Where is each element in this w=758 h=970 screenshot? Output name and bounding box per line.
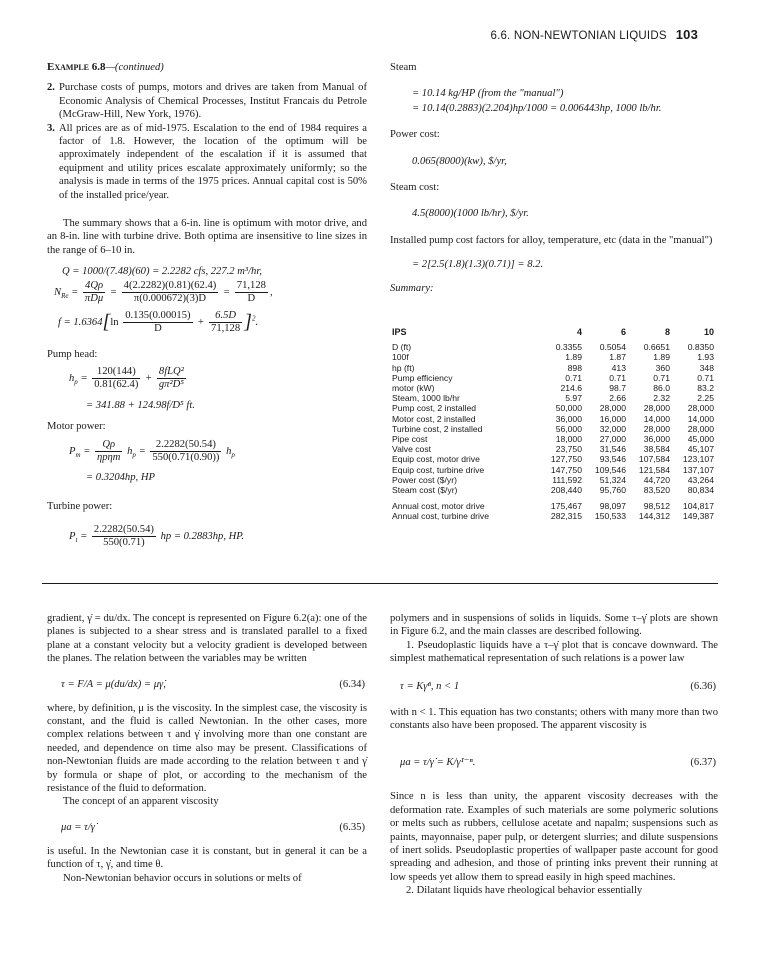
table-cell: 95,760: [599, 485, 626, 496]
row-label: Pipe cost: [392, 434, 428, 445]
table-cell: 0.8350: [687, 342, 714, 353]
table-cell: 98.7: [609, 383, 626, 394]
turbine-power-label: Turbine power:: [47, 501, 113, 512]
row-label: Steam cost ($/yr): [392, 485, 458, 496]
table-cell: 98,512: [643, 501, 670, 512]
equation: τ = Kγ̇ⁿ, n < 1: [400, 680, 460, 692]
table-cell: 0.71: [609, 372, 626, 383]
row-label: Equip cost, motor drive: [392, 454, 480, 465]
table-cell: 2.66: [609, 393, 626, 404]
eq-friction-factor: f = 1.6364[ln $\frac{0.135(0.00015)}{D}$ + $\frac{6.5D}{71,128}$ ]$^2$.: [58, 310, 259, 334]
table-cell: 38,584: [643, 444, 670, 455]
table-cell: 98,097: [599, 501, 626, 512]
equation-6-35: [47, 809, 367, 845]
paragraph: polymers and in suspensions of solids in liquids. Some τ–γ̇ plots are shown in Figure 6.2, and the main classes are described following.: [390, 613, 718, 638]
table-cell: 28,000: [687, 423, 714, 434]
row-label: 100f: [392, 352, 409, 363]
eq-pump-head: $h_p$ = $\frac{120(144)}{0.81(62.4)}$ + $\frac{\text{8fLQ²}}{\text{gπ²D⁵}}$: [69, 366, 184, 390]
paragraph: where, by definition, μ is the viscosity. In the simplest case, the viscosity is constant, and the fluid is called Newtonian. In the other cases, more complex relations between τ and γ̇ involving more than one constant are needed, and dependence on time also may be present. Classifications of non-Newtonian fluids are made according to the relation between τ and γ̇ by formula or shape of plot, or according to the mechanism of the resistance of the fluid to deformation.: [47, 702, 367, 795]
table-row: [392, 475, 714, 485]
table-cell: 32,000: [599, 423, 626, 434]
table-cell: 23,750: [555, 444, 582, 455]
table-cell: 50,000: [555, 403, 582, 414]
example-title: Example 6.8: [47, 61, 106, 73]
eq-pump-head-result: = 341.88 + 124.98f/D⁵ ft.: [86, 400, 195, 411]
table-cell: 109,546: [594, 464, 626, 475]
section-title: 6.6. NON-NEWTONIAN LIQUIDS: [490, 30, 667, 42]
install-text: Installed pump cost factors for alloy, temperature, etc (data in the "manual"): [390, 234, 713, 246]
table-row: [392, 403, 714, 413]
table-row: [392, 424, 714, 434]
section-divider: [42, 583, 718, 584]
table-cell: 150,533: [594, 511, 626, 522]
table-cell: 413: [611, 362, 626, 373]
table-row: [392, 454, 714, 464]
steam-cost-label: Steam cost:: [390, 182, 440, 194]
table-cell: 5.97: [565, 393, 582, 404]
install-eq: = 2[2.5(1.8)(1.3)(0.71)] = 8.2.: [412, 259, 544, 271]
table-cell: 282,315: [550, 511, 582, 522]
eq-motor-power-result: = 0.3204hp, HP: [86, 472, 155, 483]
table-row: [392, 434, 714, 444]
table-cell: 28,000: [643, 403, 670, 414]
table-cell: 208,440: [550, 485, 582, 496]
eq-turbine-power: $P_t$ = $\frac{2.2282(50.54)}{550(0.71)}$ hp = 0.2883hp, HP.: [69, 524, 245, 548]
table-cell: 1.89: [653, 352, 670, 363]
motor-power-label: Motor power:: [47, 421, 106, 432]
steam-eq-2: = 10.14(0.2883)(2.204)hp/1000 = 0.006443hp, 1000 lb/hr.: [412, 102, 662, 114]
steam-eq-1: = 10.14 kg/HP (from the "manual"): [412, 88, 564, 100]
table-cell: 83,520: [643, 485, 670, 496]
table-row: [392, 485, 714, 495]
row-label: Pump cost, 2 installed: [392, 403, 477, 414]
row-label: Pump efficiency: [392, 372, 453, 383]
table-row: [392, 511, 714, 521]
table-cell: 2.32: [653, 393, 670, 404]
table-cell: 14,000: [687, 413, 714, 424]
equation-number: (6.35): [339, 821, 365, 833]
col-header: 8: [664, 327, 670, 337]
summary-label: Summary:: [390, 282, 434, 294]
table-cell: 56,000: [555, 423, 582, 434]
table-cell: 86.0: [653, 383, 670, 394]
table-cell: 348: [699, 362, 714, 373]
paragraph: Non-Newtonian behavior occurs in solutions or melts of: [63, 872, 302, 884]
equation-number: (6.36): [690, 680, 716, 692]
table-cell: 80,834: [687, 485, 714, 496]
page-number: 103: [675, 27, 698, 42]
table-cell: 121,584: [638, 464, 670, 475]
example-heading: [47, 61, 367, 74]
eq-flow-rate: Q = 1000/(7.48)(60) = 2.2282 cfs, 227.2 m³/hr,: [62, 266, 262, 277]
table-cell: 16,000: [599, 413, 626, 424]
table-row: [392, 393, 714, 403]
col-header: 4: [576, 327, 582, 337]
table-body: [392, 342, 714, 521]
table-cell: 0.3355: [555, 342, 582, 353]
table-cell: 45,000: [687, 434, 714, 445]
equation: μa = τ/γ̇: [61, 821, 95, 833]
row-label: Steam, 1000 lb/hr: [392, 393, 460, 404]
paragraph: 1. Pseudoplastic liquids have a τ–γ̇ plot that is concave downward. The simplest mathematical representation of such relations is a power law: [390, 639, 718, 665]
table-cell: 123,107: [682, 454, 714, 465]
running-header: [490, 27, 698, 42]
equation-number: (6.37): [690, 757, 716, 769]
table-cell: 175,467: [550, 501, 582, 512]
table-cell: 31,546: [599, 444, 626, 455]
table-cell: 28,000: [687, 403, 714, 414]
row-label: Annual cost, motor drive: [392, 501, 485, 512]
equation-6-37: [390, 732, 718, 790]
equation-6-34: [47, 666, 367, 702]
eq-motor-power: $P_m$ = $\frac{Q\rho}{\text{ηpηm}}$ $h_p$ = $\frac{2.2282(50.54)}{550(0.71(0.90))}$ $h_p$: [69, 439, 235, 463]
table-cell: 28,000: [643, 423, 670, 434]
table-cell: 93,546: [599, 454, 626, 465]
note-item: 2. Purchase costs of pumps, motors and drives are taken from Manual of Economic Analysis of Chemical Processes, Institut Francais du Petrole (McGraw-Hill, New York, 1976).: [47, 82, 367, 121]
table-cell: 44,720: [643, 474, 670, 485]
table-cell: 1.93: [697, 352, 714, 363]
row-label: hp (ft): [392, 362, 415, 373]
pump-head-label: Pump head:: [47, 349, 98, 360]
row-label: motor (kW): [392, 383, 435, 394]
table-cell: 83.2: [697, 383, 714, 394]
table-cell: 137,107: [682, 464, 714, 475]
table-cell: 2.25: [697, 393, 714, 404]
row-label: D (ft): [392, 342, 412, 353]
cost-table: [392, 327, 714, 522]
paragraph: with n < 1. This equation has two constants; others with many more than two constants also have been proposed. The apparent viscosity is: [390, 706, 718, 732]
table-cell: 18,000: [555, 434, 582, 445]
example-block: [47, 61, 367, 257]
note-item: 3. All prices are as of mid-1975. Escalation to the end of 1984 requires a factor of 1.8. However, the location of the optimum will be approximately independent of the escalation if it is assumed that equipment and utility prices escalate approximately uniformly; so the analysis is made in terms of the 1975 prices. Annual capital cost is 50% of the installed price/year.: [47, 122, 367, 201]
table-cell: 214.6: [560, 383, 582, 394]
table-row: [392, 383, 714, 393]
row-label: Equip cost, turbine drive: [392, 464, 485, 475]
steam-cost-eq: 4.5(8000)(1000 lb/hr), $/yr.: [412, 208, 529, 220]
table-cell: 898: [567, 362, 582, 373]
table-cell: 43,264: [687, 474, 714, 485]
table-row: [392, 342, 714, 352]
paragraph: is useful. In the Newtonian case it is constant, but in general it can be a function of τ, γ̇, and time θ.: [47, 845, 367, 871]
equation-number: (6.34): [339, 678, 365, 690]
table-cell: 0.71: [565, 372, 582, 383]
table-cell: 1.87: [609, 352, 626, 363]
paragraph: gradient, γ̇ = du/dx. The concept is represented on Figure 6.2(a): one of the planes is subjected to a shear stress and is translated parallel to a fixed plane at a constant velocity but a velocity gradient is developed between the planes. The relation between the variables may be written: [47, 613, 367, 665]
table-cell: 149,387: [682, 511, 714, 522]
table-cell: 0.6651: [643, 342, 670, 353]
table-row: [392, 363, 714, 373]
steam-label: Steam: [390, 62, 417, 73]
table-row: [392, 373, 714, 383]
col-header: 10: [703, 327, 714, 337]
table-header-row: [392, 327, 714, 342]
table-cell: 111,592: [552, 474, 582, 485]
bottom-left-column: [47, 612, 367, 885]
table-cell: 127,750: [550, 454, 582, 465]
table-cell: 1.89: [565, 352, 582, 363]
power-cost-eq: 0.065(8000)(kw), $/yr,: [412, 155, 507, 167]
equation: μa = τ/γ̇ = K/γ̇¹⁻ⁿ.: [400, 757, 476, 769]
table-cell: 144,312: [638, 511, 670, 522]
col-header: IPS: [392, 327, 407, 337]
row-label: Annual cost, turbine drive: [392, 511, 489, 522]
table-cell: 36,000: [555, 413, 582, 424]
paragraph: The concept of an apparent viscosity: [63, 796, 219, 808]
equation-6-36: [390, 666, 718, 706]
table-cell: 27,000: [599, 434, 626, 445]
table-row: [392, 495, 714, 511]
paragraph: Since n is less than unity, the apparent viscosity decreases with the deformation rate. Examples of such materials are some polymeric solutions or melts such as rubbers, cellulose acetate and napalm; suspensions such as paints, mayonnaise, paper pulp, or detergent slurries; and dilute suspensions of inert solids. Pseudoplastic properties of wallpaper paste account for good spreading and adhesion, and those of printing inks prevent their running at low speeds yet allow them to spread easily in high speed machines.: [390, 791, 718, 883]
bottom-right-column: [390, 612, 718, 898]
table-cell: 104,817: [682, 501, 714, 512]
table-row: [392, 444, 714, 454]
paragraph: 2. Dilatant liquids have rheological behavior essentially: [406, 885, 643, 897]
table-cell: 107,584: [638, 454, 670, 465]
eq-reynolds: $N_{Re}$ = $\frac{4Q\rho}{\text{πDμ}}$ = $\frac{4(2.2282)(0.81)(62.4)}{\pi(0.000672)(3)D}$ = $\frac{71,128}{D}$ ,: [54, 280, 273, 304]
table-row: [392, 465, 714, 475]
equation: τ = F/A = μ(du/dx) = μγ̇,: [61, 678, 166, 690]
row-label: Turbine cost, 2 installed: [392, 423, 483, 434]
table-cell: 147,750: [550, 464, 582, 475]
table-row: [392, 414, 714, 424]
row-label: Valve cost: [392, 444, 432, 455]
table-cell: 45,107: [687, 444, 714, 455]
summary-intro: The summary shows that a 6-in. line is optimum with motor drive, and an 8-in. line with turbine drive. Both optima are insensitive to line sizes in the range of 6–10 in.: [47, 218, 367, 256]
row-label: Power cost ($/yr): [392, 474, 457, 485]
table-row: [392, 352, 714, 362]
table-cell: 14,000: [643, 413, 670, 424]
right-top-block: [390, 61, 718, 295]
example-notes: [47, 81, 367, 202]
table-cell: 0.71: [697, 372, 714, 383]
col-header: 6: [620, 327, 626, 337]
table-cell: 36,000: [643, 434, 670, 445]
row-label: Motor cost, 2 installed: [392, 413, 476, 424]
example-continued: —(continued): [105, 62, 164, 73]
table-cell: 28,000: [599, 403, 626, 414]
table-cell: 0.5054: [599, 342, 626, 353]
table-cell: 0.71: [653, 372, 670, 383]
table-cell: 360: [655, 362, 670, 373]
table-cell: 51,324: [599, 474, 626, 485]
power-cost-label: Power cost:: [390, 129, 440, 141]
